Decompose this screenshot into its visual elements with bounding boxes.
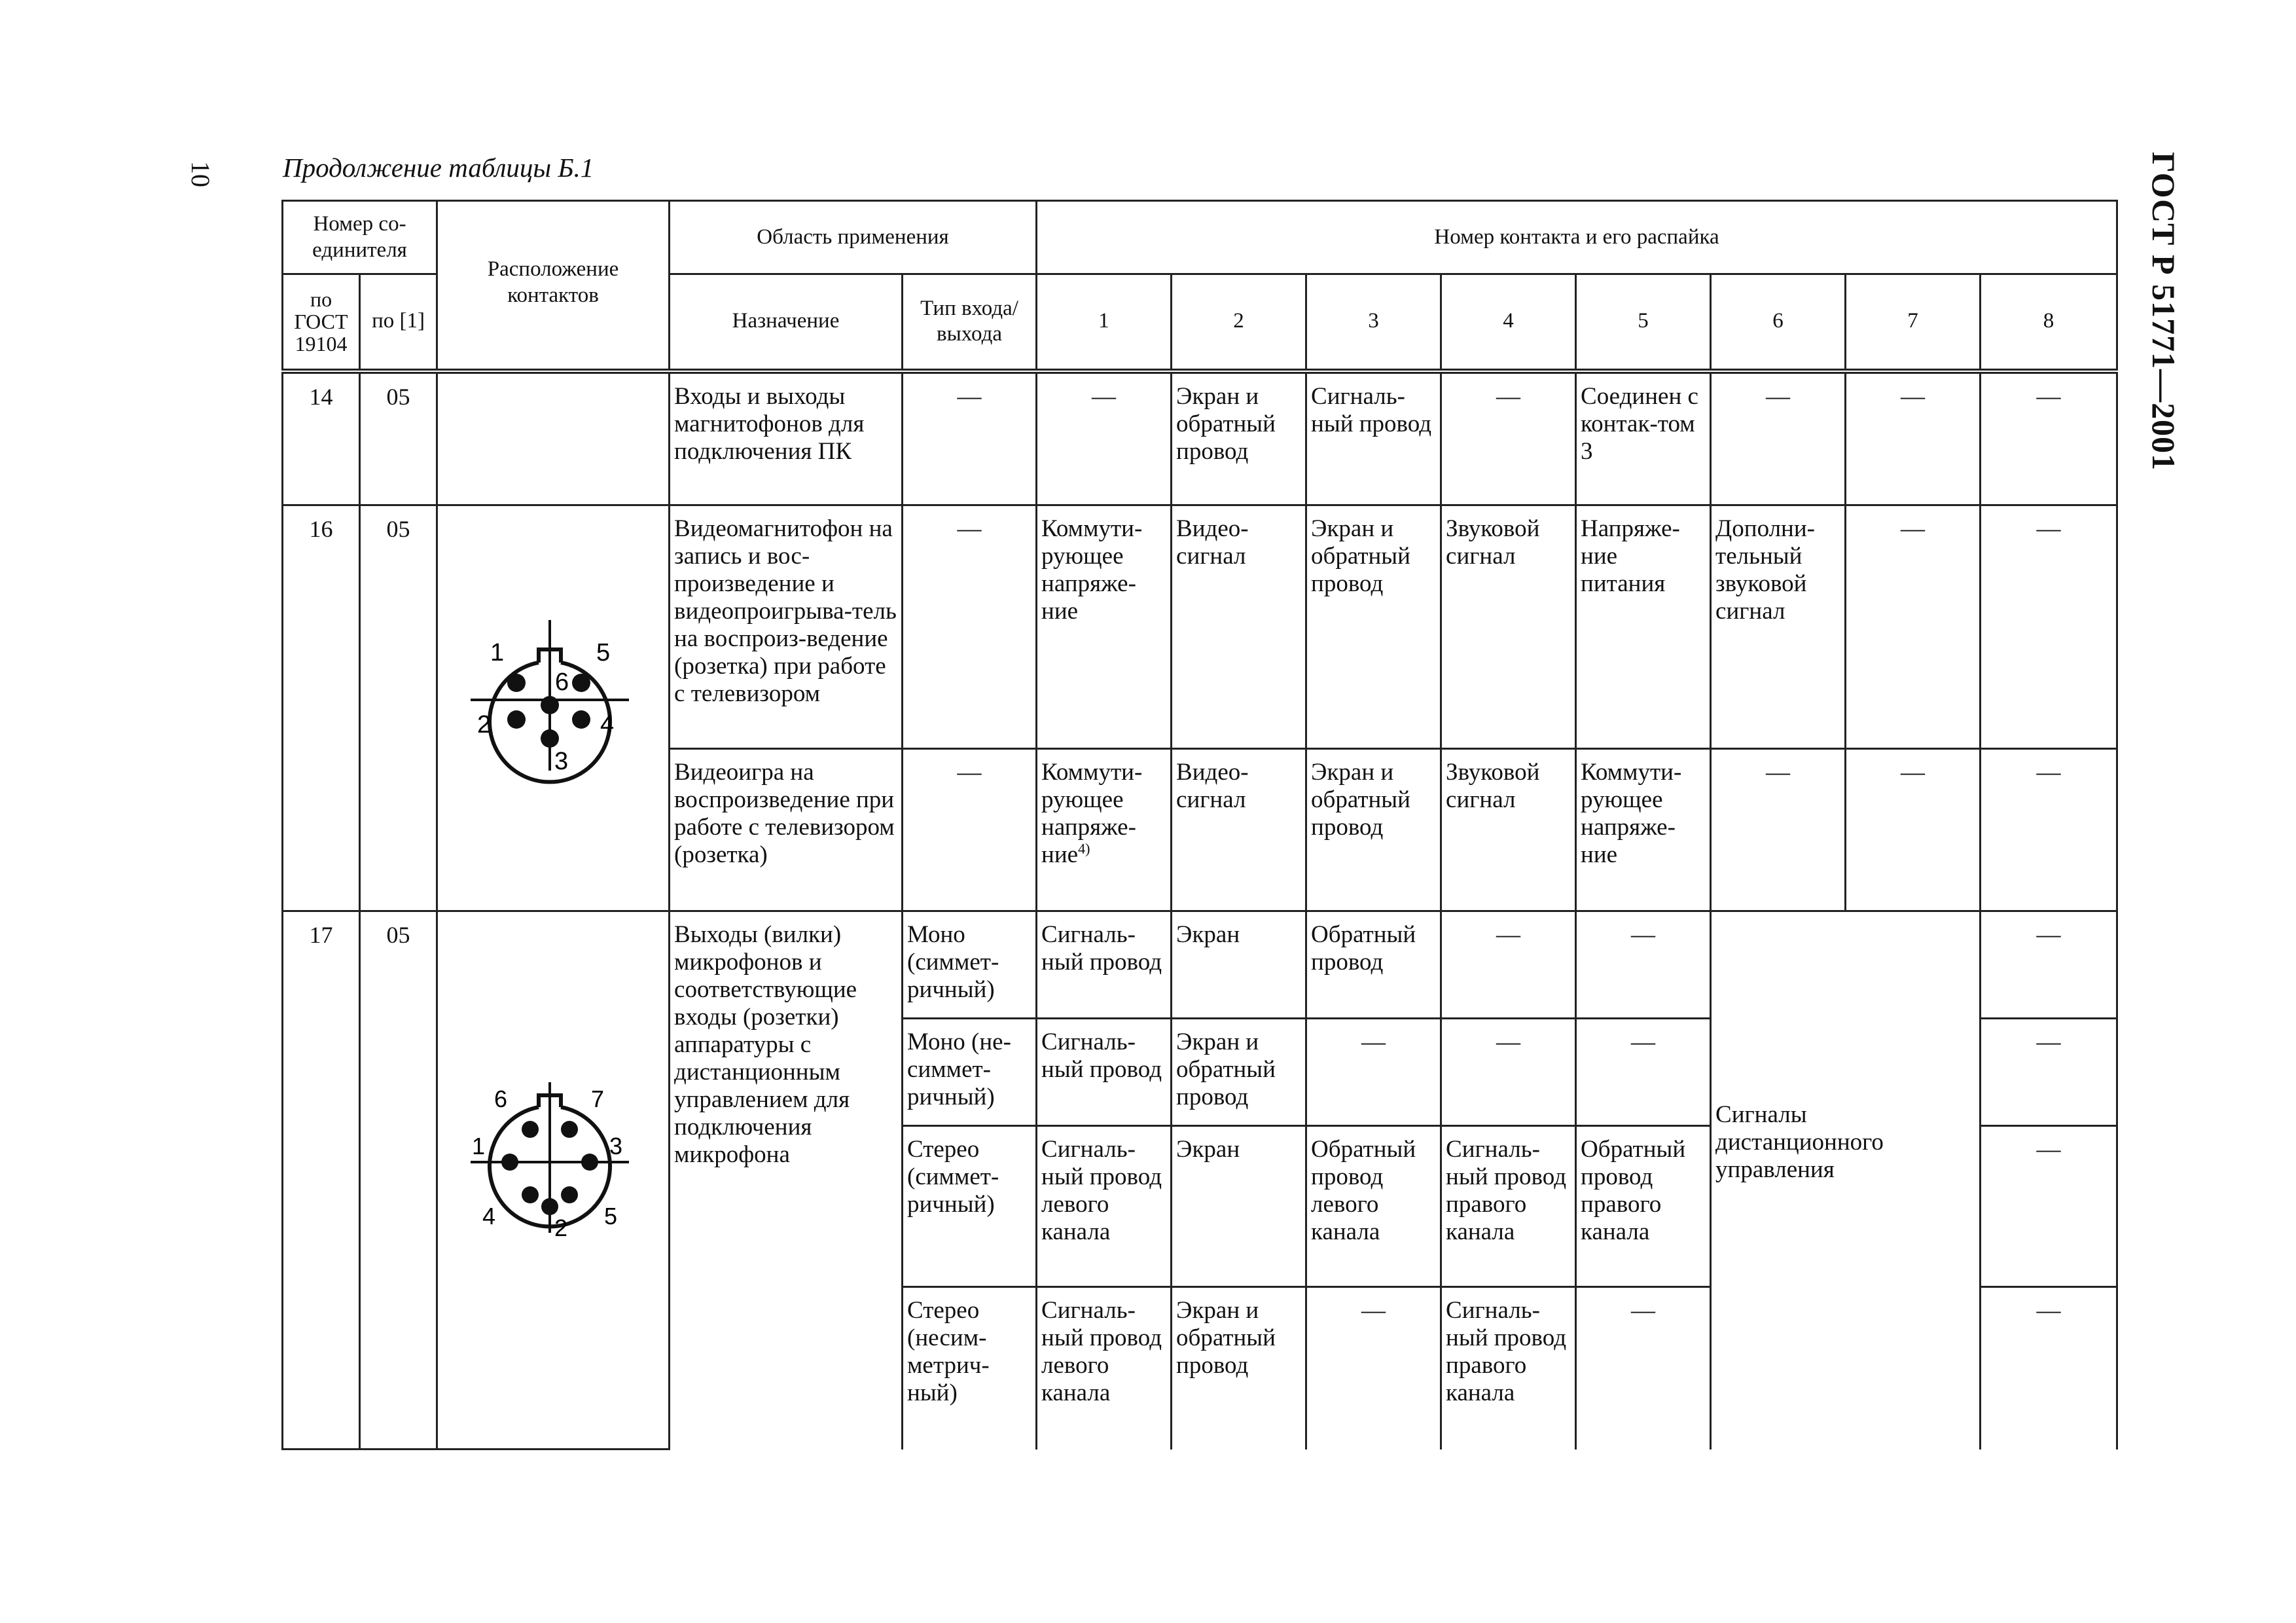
cell-pin-2: Экран xyxy=(1172,911,1306,1019)
pin-label: 2 xyxy=(477,710,492,739)
cell-io: — xyxy=(903,371,1037,505)
cell-gost: 14 xyxy=(283,371,360,505)
header-pin-8: 8 xyxy=(1981,274,2117,371)
cell-io: — xyxy=(903,749,1037,911)
cell-pin-4: Сигналь-ный провод правого канала xyxy=(1441,1287,1576,1450)
cell-pin-3: Обратный провод левого канала xyxy=(1306,1126,1441,1287)
cell-io: — xyxy=(903,505,1037,749)
header-pin-1: 1 xyxy=(1037,274,1172,371)
connector-table xyxy=(281,200,2118,1450)
cell-pin-5: Обратный провод правого канала xyxy=(1576,1126,1711,1287)
cell-gost: 16 xyxy=(283,505,360,911)
header-connector-number: Номер со- единителя xyxy=(283,201,437,274)
cell-layout xyxy=(437,505,670,911)
pin-label: 6 xyxy=(555,668,569,696)
cell-purpose: Выходы (вилки) микрофонов и соответствующие входы (розетки) аппаратуры с дистанционным управлением для подключения микрофона xyxy=(670,911,903,1450)
page-number: 10 xyxy=(186,161,215,187)
cell-io: Стерео (несим-метрич-ный) xyxy=(903,1287,1037,1450)
cell-pin-1: — xyxy=(1037,371,1172,505)
table-row xyxy=(283,371,2117,505)
cell-pin-4: Звуковой сигнал xyxy=(1441,749,1576,911)
cell-io: Моно (не-симмет-ричный) xyxy=(903,1019,1037,1126)
cell-layout xyxy=(437,911,670,1450)
cell-io: Моно (симмет-ричный) xyxy=(903,911,1037,1019)
cell-pin-4: Сигналь-ный провод правого канала xyxy=(1441,1126,1576,1287)
footnote-ref: 4) xyxy=(1078,840,1090,857)
cell-pin-4: Звуковой сигнал xyxy=(1441,505,1576,749)
cell-io: Стерео (симмет-ричный) xyxy=(903,1126,1037,1287)
cell-pin-6: Дополни-тельный звуковой сигнал xyxy=(1711,505,1846,749)
cell-pin-8: — xyxy=(1981,1019,2117,1126)
cell-pin-5: — xyxy=(1576,1287,1711,1450)
pin-label: 6 xyxy=(494,1085,508,1112)
pin-label: 3 xyxy=(554,747,569,775)
cell-pin-6: — xyxy=(1711,371,1846,505)
table-caption: Продолжение таблицы Б.1 xyxy=(283,153,594,183)
pin-label: 7 xyxy=(591,1085,605,1112)
cell-pin-6: — xyxy=(1711,749,1846,911)
cell-pin-8: — xyxy=(1981,749,2117,911)
cell-pin-3: Сигналь-ный провод xyxy=(1306,371,1441,505)
header-by-gost: по ГОСТ 19104 xyxy=(283,274,360,371)
cell-pin-3: Экран и обратный провод xyxy=(1306,749,1441,911)
cell-layout xyxy=(437,371,670,505)
cell-pin-1: Сигналь-ный провод xyxy=(1037,1019,1172,1126)
cell-pin-8: — xyxy=(1981,505,2117,749)
cell-pin-4: — xyxy=(1441,1019,1576,1126)
cell-pin-1: Коммути-рующее напряже-ние xyxy=(1037,505,1172,749)
cell-purpose: Видеоигра на воспроизведение при работе с телевизором (розетка) xyxy=(670,749,903,911)
cell-pin-5: — xyxy=(1576,911,1711,1019)
cell-pin-8: — xyxy=(1981,1287,2117,1450)
cell-pin-3: — xyxy=(1306,1019,1441,1126)
header-purpose: Назначение xyxy=(670,274,903,371)
header-pin-4: 4 xyxy=(1441,274,1576,371)
cell-pin-3: Обратный провод xyxy=(1306,911,1441,1019)
table-row xyxy=(283,911,2117,1019)
cell-pin-2: Видео-сигнал xyxy=(1172,749,1306,911)
cell-ref: 05 xyxy=(360,911,437,1450)
header-pin-3: 3 xyxy=(1306,274,1441,371)
cell-pin-7: — xyxy=(1846,749,1981,911)
cell-pin-5: Соединен с контак-том 3 xyxy=(1576,371,1711,505)
cell-pin-4: — xyxy=(1441,911,1576,1019)
pin-label: 3 xyxy=(609,1132,623,1159)
cell-pin-5: — xyxy=(1576,1019,1711,1126)
table-row xyxy=(283,505,2117,749)
cell-pin-3: — xyxy=(1306,1287,1441,1450)
cell-pin-2: Экран и обратный провод xyxy=(1172,1019,1306,1126)
cell-pin-1: Сигналь-ный провод левого канала xyxy=(1037,1126,1172,1287)
cell-pin-8: — xyxy=(1981,911,2117,1019)
cell-pin-2: Экран и обратный провод xyxy=(1172,1287,1306,1450)
cell-pin-8: — xyxy=(1981,371,2117,505)
cell-pin-2: Видео-сигнал xyxy=(1172,505,1306,749)
cell-pin-5: Коммути-рующее напряже-ние xyxy=(1576,749,1711,911)
cell-pin-1: Сигналь-ный провод левого канала xyxy=(1037,1287,1172,1450)
cell-purpose: Входы и выходы магнитофонов для подключения ПК xyxy=(670,371,903,505)
header-pin-2: 2 xyxy=(1172,274,1306,371)
pin-label: 1 xyxy=(472,1132,486,1159)
pin-label: 1 xyxy=(490,638,505,666)
cell-pin-1: Сигналь-ный провод xyxy=(1037,911,1172,1019)
header-pin-5: 5 xyxy=(1576,274,1711,371)
cell-pin-3: Экран и обратный провод xyxy=(1306,505,1441,749)
cell-pin-7: — xyxy=(1846,371,1981,505)
cell-gost: 17 xyxy=(283,911,360,1450)
din6-connector-diagram xyxy=(438,509,670,902)
cell-pin-4: — xyxy=(1441,371,1576,505)
cell-purpose: Видеомагнитофон на запись и вос-произведение и видеопроигрыва-тель на воспроиз-ведение (розетка) при работе с телевизором xyxy=(670,505,903,749)
cell-pin-2: Экран xyxy=(1172,1126,1306,1287)
header-pinout: Номер контакта и его распайка xyxy=(1037,201,2117,274)
cell-ref: 05 xyxy=(360,371,437,505)
pin-label: 5 xyxy=(604,1202,618,1230)
header-pin-7: 7 xyxy=(1846,274,1981,371)
document-title: ГОСТ Р 51771—2001 xyxy=(2145,152,2182,471)
cell-pin-5: Напряже-ние питания xyxy=(1576,505,1711,749)
header-io-type: Тип входа/ выхода xyxy=(903,274,1037,371)
header-layout: Расположение контактов xyxy=(437,201,670,371)
cell-pin-8: — xyxy=(1981,1126,2117,1287)
din7-connector-diagram xyxy=(438,915,670,1439)
pin-text: Коммути-рующее напряже-ние xyxy=(1041,759,1143,868)
pin-label: 4 xyxy=(482,1202,496,1230)
header-pin-6: 6 xyxy=(1711,274,1846,371)
pin-label: 4 xyxy=(600,710,615,739)
header-by-ref: по [1] xyxy=(360,274,437,371)
cell-pin-7: — xyxy=(1846,505,1981,749)
cell-ref: 05 xyxy=(360,505,437,911)
cell-pin-2: Экран и обратный провод xyxy=(1172,371,1306,505)
cell-remote-control: Сигналы дистанционного управления xyxy=(1711,911,1981,1450)
header-application: Область применения xyxy=(670,201,1037,274)
pin-label: 2 xyxy=(554,1214,568,1241)
pin-label: 5 xyxy=(596,638,611,666)
cell-pin-1 xyxy=(1037,749,1172,911)
